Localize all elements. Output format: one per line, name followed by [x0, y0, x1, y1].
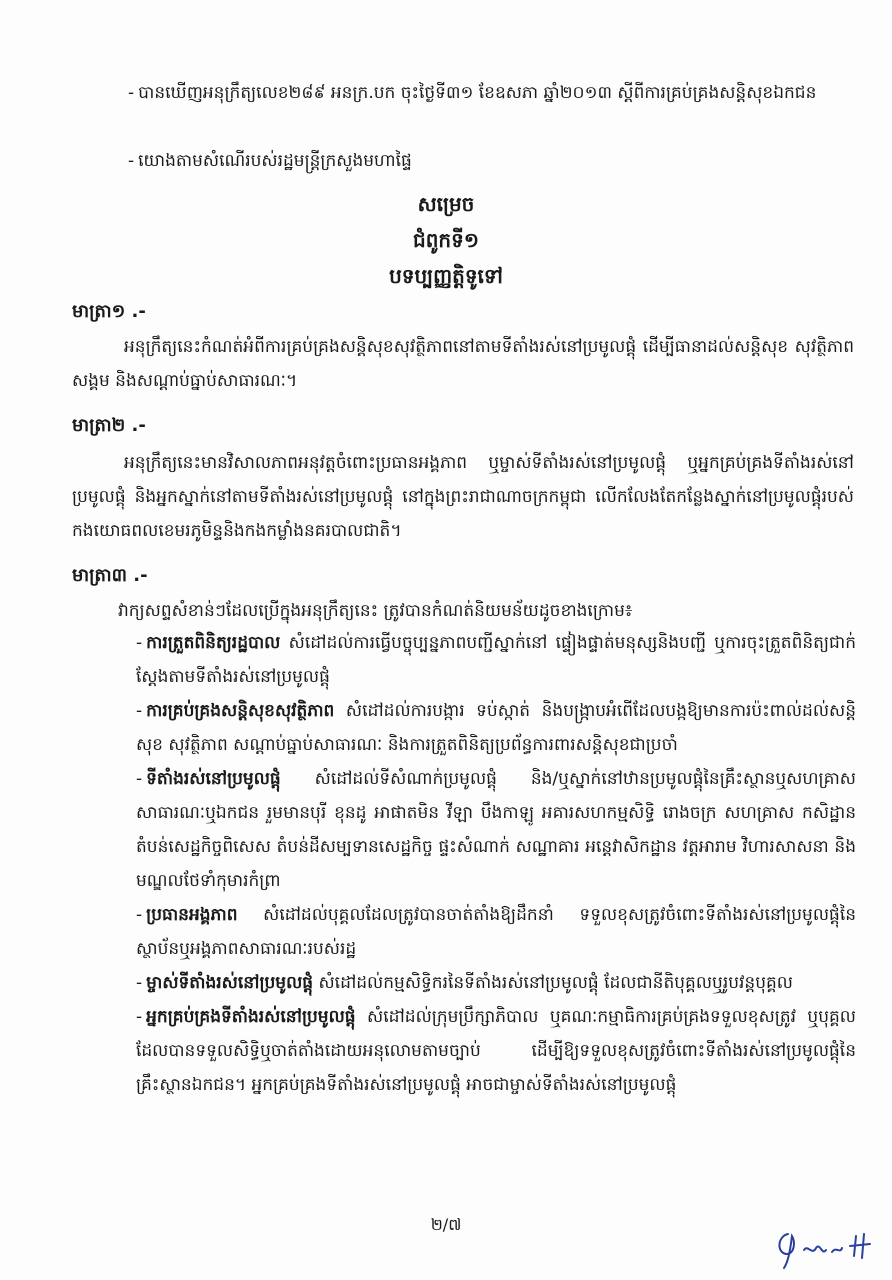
article-3-intro: វាក្យសព្ទសំខាន់ៗដែលប្រើក្នុងអនុក្រឹត្យនេះ ត្រូវបានកំណត់និយមន័យដូចខាងក្រោម៖ — [118, 601, 633, 621]
definition-item — [136, 1000, 856, 1102]
chapter-title: បទប្បញ្ញត្តិទូទៅ — [389, 264, 503, 288]
article-3-title: មាត្រា៣ .- — [72, 565, 148, 586]
definition-item — [136, 626, 856, 694]
definition-item — [136, 966, 856, 1000]
definition-text: សំដៅដល់ក្រុមប្រឹក្សាភិបាល ឬគណៈកម្មាធិការគ្រប់គ្រងទទួលខុសត្រូវ ឬបុគ្គលដែលបានទទួលសិទ្ធិឬចាត់តាំងដោយអនុលោមតាមច្បាប់ ដើម្បីឱ្យទទួលខុសត្រូវចំពោះទីតាំងរស់នៅប្រមូលផ្តុំនៃគ្រឹះស្ថានឯកជន។ អ្នកគ្រប់គ្រងទីតាំងរស់នៅប្រមូលផ្តុំ អាចជាម្ចាស់ទីតាំងរស់នៅប្រមូលផ្តុំ — [136, 1007, 856, 1095]
definition-term: អ្នកគ្រប់គ្រងទីតាំងរស់នៅប្រមូលផ្តុំ — [146, 1007, 356, 1027]
definition-term: ការត្រួតពិនិត្យរដ្ឋបាល — [146, 633, 281, 653]
bullet-dash: - — [136, 701, 143, 721]
bullet-dash: - — [136, 633, 143, 653]
bullet-dash: - — [136, 905, 143, 925]
bullet-dash: - — [136, 1007, 143, 1027]
intro-bullet — [128, 76, 848, 110]
bullet-dash: - — [128, 151, 135, 171]
definition-term: ទីតាំងរស់នៅប្រមូលផ្តុំ — [146, 769, 281, 789]
article-2-title: មាត្រា២ .- — [72, 415, 146, 436]
definition-text: សំដៅដល់ការបង្ការ ទប់ស្កាត់ និងបង្ក្រាបអំពើដែលបង្កឱ្យមានការប៉ះពាល់ដល់សន្តិសុខ សុវត្ថិភាព សណ្តាប់ធ្នាប់សាធារណៈ និងការត្រួតពិនិត្យប្រព័ន្ធការពារសន្តិសុខជាប្រចាំ — [136, 701, 856, 755]
intro-bullet-text: យោងតាមសំណើរបស់រដ្ឋមន្ត្រីក្រសួងមហាផ្ទៃ — [138, 151, 412, 171]
definition-text: សំដៅដល់ទីសំណាក់ប្រមូលផ្តុំ និង/ឬស្នាក់នៅឋានប្រមូលផ្តុំនៃគ្រឹះស្ថានឬសហគ្រាសសាធារណៈឬឯកជន រួមមានបុរី ខុនដូ អាផាតមិន វីឡា បឹងកាឡូ អគារសហកម្មសិទ្ធិ រោងចក្រ សហគ្រាស កសិដ្ឋាន តំបន់សេដ្ឋកិច្ចពិសេស តំបន់ដីសម្បទានសេដ្ឋកិច្ច ផ្ទះសំណាក់ សណ្ឋាគារ អន្តេវាសិកដ្ឋាន វត្តអារាម វិហារសាសនា និងមណ្ឌលថែទាំកុមារកំព្រា — [136, 769, 856, 891]
definition-item — [136, 762, 856, 898]
bullet-dash: - — [136, 973, 143, 993]
definition-text: សំដៅដល់បុគ្គលដែលត្រូវបានចាត់តាំងឱ្យដឹកនាំ ទទួលខុសត្រូវចំពោះទីតាំងរស់នៅប្រមូលផ្តុំនៃស្ថាប័នឬអង្គភាពសាធារណៈរបស់រដ្ឋ — [136, 905, 856, 959]
definition-text: សំដៅដល់កម្មសិទ្ធិករនៃទីតាំងរស់នៅប្រមូលផ្តុំ ដែលជានីតិបុគ្គលឬរូបវន្តបុគ្គល — [318, 973, 793, 993]
intro-bullet — [128, 144, 848, 178]
definition-term: ម្ចាស់ទីតាំងរស់នៅប្រមូលផ្តុំ — [146, 973, 314, 993]
bullet-dash: - — [128, 83, 135, 103]
definition-item — [136, 694, 856, 762]
page-number: ២/៧ — [430, 1215, 462, 1234]
definition-item — [136, 898, 856, 966]
chapter-number: ជំពូកទី១ — [413, 228, 479, 252]
bullet-dash: - — [136, 769, 143, 789]
decision-title: សម្រេច — [417, 192, 475, 216]
definitions-list — [136, 626, 856, 1102]
definition-text: សំដៅដល់ការធ្វើបច្ចុប្បន្នភាពបញ្ជីស្នាក់នៅ ផ្ទៀងផ្ទាត់មនុស្សនិងបញ្ជី ឬការចុះត្រួតពិនិត្យជាក់ស្តែងតាមទីតាំងរស់នៅប្រមូលផ្តុំ — [136, 633, 856, 687]
definition-term: ប្រធានអង្គភាព — [146, 905, 238, 925]
intro-bullet-text: បានឃើញអនុក្រឹត្យលេខ២៨៩ អនក្រ.បក ចុះថ្ងៃទី៣១ ខែឧសភា ឆ្នាំ២០១៣ ស្តីពីការគ្រប់គ្រងសន្តិសុខឯកជន — [138, 83, 817, 103]
article-1-body: អនុក្រឹត្យនេះកំណត់អំពីការគ្រប់គ្រងសន្តិសុខសុវត្ថិភាពនៅតាមទីតាំងរស់នៅប្រមូលផ្តុំ ដើម្បីធានាដល់សន្តិសុខ សុវត្ថិភាពសង្គម និងសណ្តាប់ធ្នាប់សាធារណៈ។ — [72, 337, 854, 391]
article-1-title: មាត្រា១ .- — [72, 301, 146, 322]
initials-signature — [770, 1222, 880, 1272]
definition-term: ការគ្រប់គ្រងសន្តិសុខសុវត្ថិភាព — [146, 701, 335, 721]
article-2-body: អនុក្រឹត្យនេះមានវិសាលភាពអនុវត្តចំពោះប្រធានអង្គភាព ឬម្ចាស់ទីតាំងរស់នៅប្រមូលផ្តុំ ឬអ្នកគ្រប់គ្រងទីតាំងរស់នៅប្រមូលផ្តុំ និងអ្នកស្នាក់នៅតាមទីតាំងរស់នៅប្រមូលផ្តុំ នៅក្នុងព្រះរាជាណាចក្រកម្ពុជា លើកលែងតែកន្លែងស្នាក់នៅប្រមូលផ្តុំរបស់កងយោធពលខេមរភូមិន្ទនិងកងកម្លាំងនគរបាលជាតិ។ — [72, 453, 854, 541]
